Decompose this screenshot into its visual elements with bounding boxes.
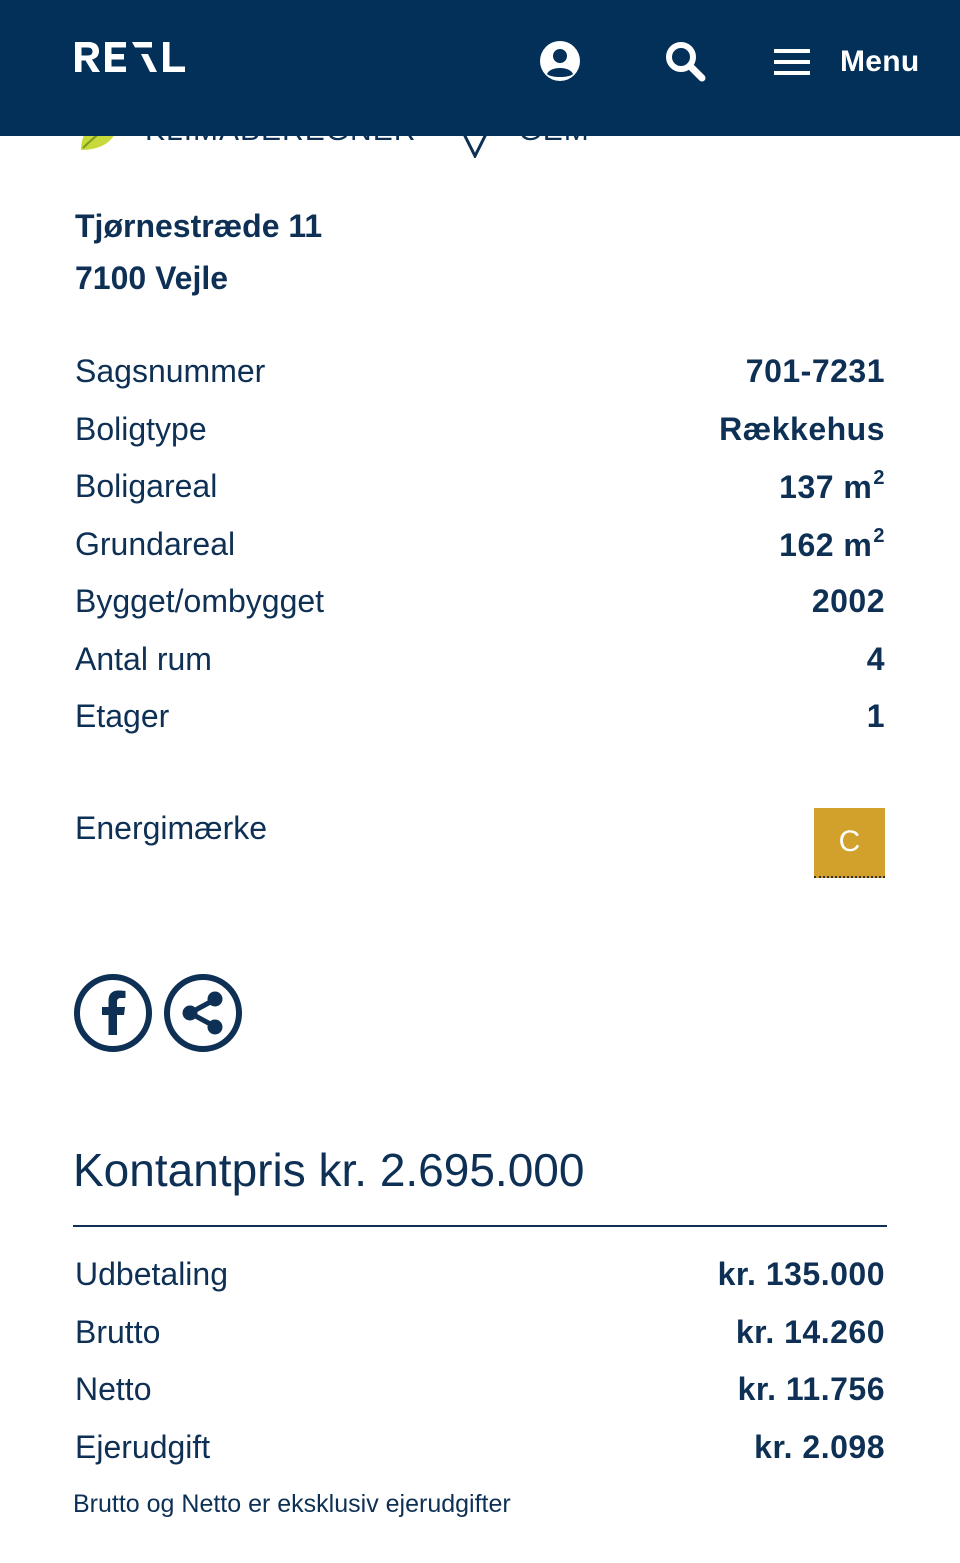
fact-row	[75, 343, 885, 401]
fact-value-text: 137 m	[779, 469, 873, 506]
fact-row	[75, 516, 885, 574]
fact-label: Bygget/ombygget	[75, 583, 325, 620]
user-account-icon[interactable]	[539, 40, 581, 82]
hamburger-icon	[772, 46, 812, 78]
payment-details	[75, 1246, 885, 1476]
price-divider	[73, 1225, 887, 1227]
payment-value: kr. 14.260	[735, 1313, 885, 1350]
menu-button[interactable]	[772, 36, 920, 88]
fact-value: 2002	[811, 583, 885, 620]
energy-label: Energimærke	[75, 810, 268, 846]
payment-label: Brutto	[75, 1313, 161, 1350]
share-icon[interactable]	[163, 973, 243, 1053]
payment-row	[75, 1304, 885, 1362]
fact-label: Boligtype	[75, 410, 207, 447]
address-street: Tjørnestræde 11	[75, 208, 323, 244]
fact-value: 701-7231	[745, 353, 885, 390]
payment-footnote: Brutto og Netto er eksklusiv ejerudgifter	[73, 1490, 511, 1518]
fact-value	[779, 467, 885, 506]
payment-row	[75, 1361, 885, 1419]
menu-label: Menu	[840, 45, 920, 78]
share-buttons	[73, 973, 243, 1053]
address-city: 7100 Vejle	[75, 260, 229, 296]
payment-value: kr. 135.000	[717, 1256, 885, 1293]
top-navigation-bar	[0, 0, 960, 136]
payment-value: kr. 11.756	[737, 1371, 885, 1408]
fact-row	[75, 401, 885, 459]
fact-label: Sagsnummer	[75, 353, 266, 390]
real-logo[interactable]	[75, 40, 187, 80]
fact-row	[75, 573, 885, 631]
fact-value	[779, 525, 885, 564]
unit-superscript: 2	[873, 467, 885, 490]
fact-label: Boligareal	[75, 468, 218, 505]
fact-row	[75, 688, 885, 746]
energy-label-row	[75, 806, 885, 880]
fact-value-text: 162 m	[779, 526, 873, 563]
fact-row	[75, 631, 885, 689]
property-facts	[75, 343, 885, 746]
fact-value: 4	[866, 640, 885, 677]
facebook-icon[interactable]	[73, 973, 153, 1053]
payment-row	[75, 1246, 885, 1304]
fact-label: Antal rum	[75, 640, 212, 677]
payment-label: Netto	[75, 1371, 152, 1408]
fact-row	[75, 458, 885, 516]
search-icon[interactable]	[664, 40, 706, 82]
fact-label: Etager	[75, 698, 170, 735]
cash-price-heading: Kontantpris kr. 2.695.000	[73, 1144, 585, 1196]
property-address	[75, 200, 322, 304]
fact-value: Rækkehus	[719, 410, 885, 447]
fact-value: 1	[866, 698, 885, 735]
real-logo-icon	[75, 40, 187, 74]
payment-value: kr. 2.098	[754, 1428, 885, 1465]
unit-superscript: 2	[873, 524, 885, 547]
payment-row	[75, 1419, 885, 1477]
payment-label: Udbetaling	[75, 1256, 228, 1293]
fact-label: Grundareal	[75, 525, 236, 562]
payment-label: Ejerudgift	[75, 1428, 211, 1465]
energy-grade-badge[interactable]: C	[814, 808, 885, 878]
